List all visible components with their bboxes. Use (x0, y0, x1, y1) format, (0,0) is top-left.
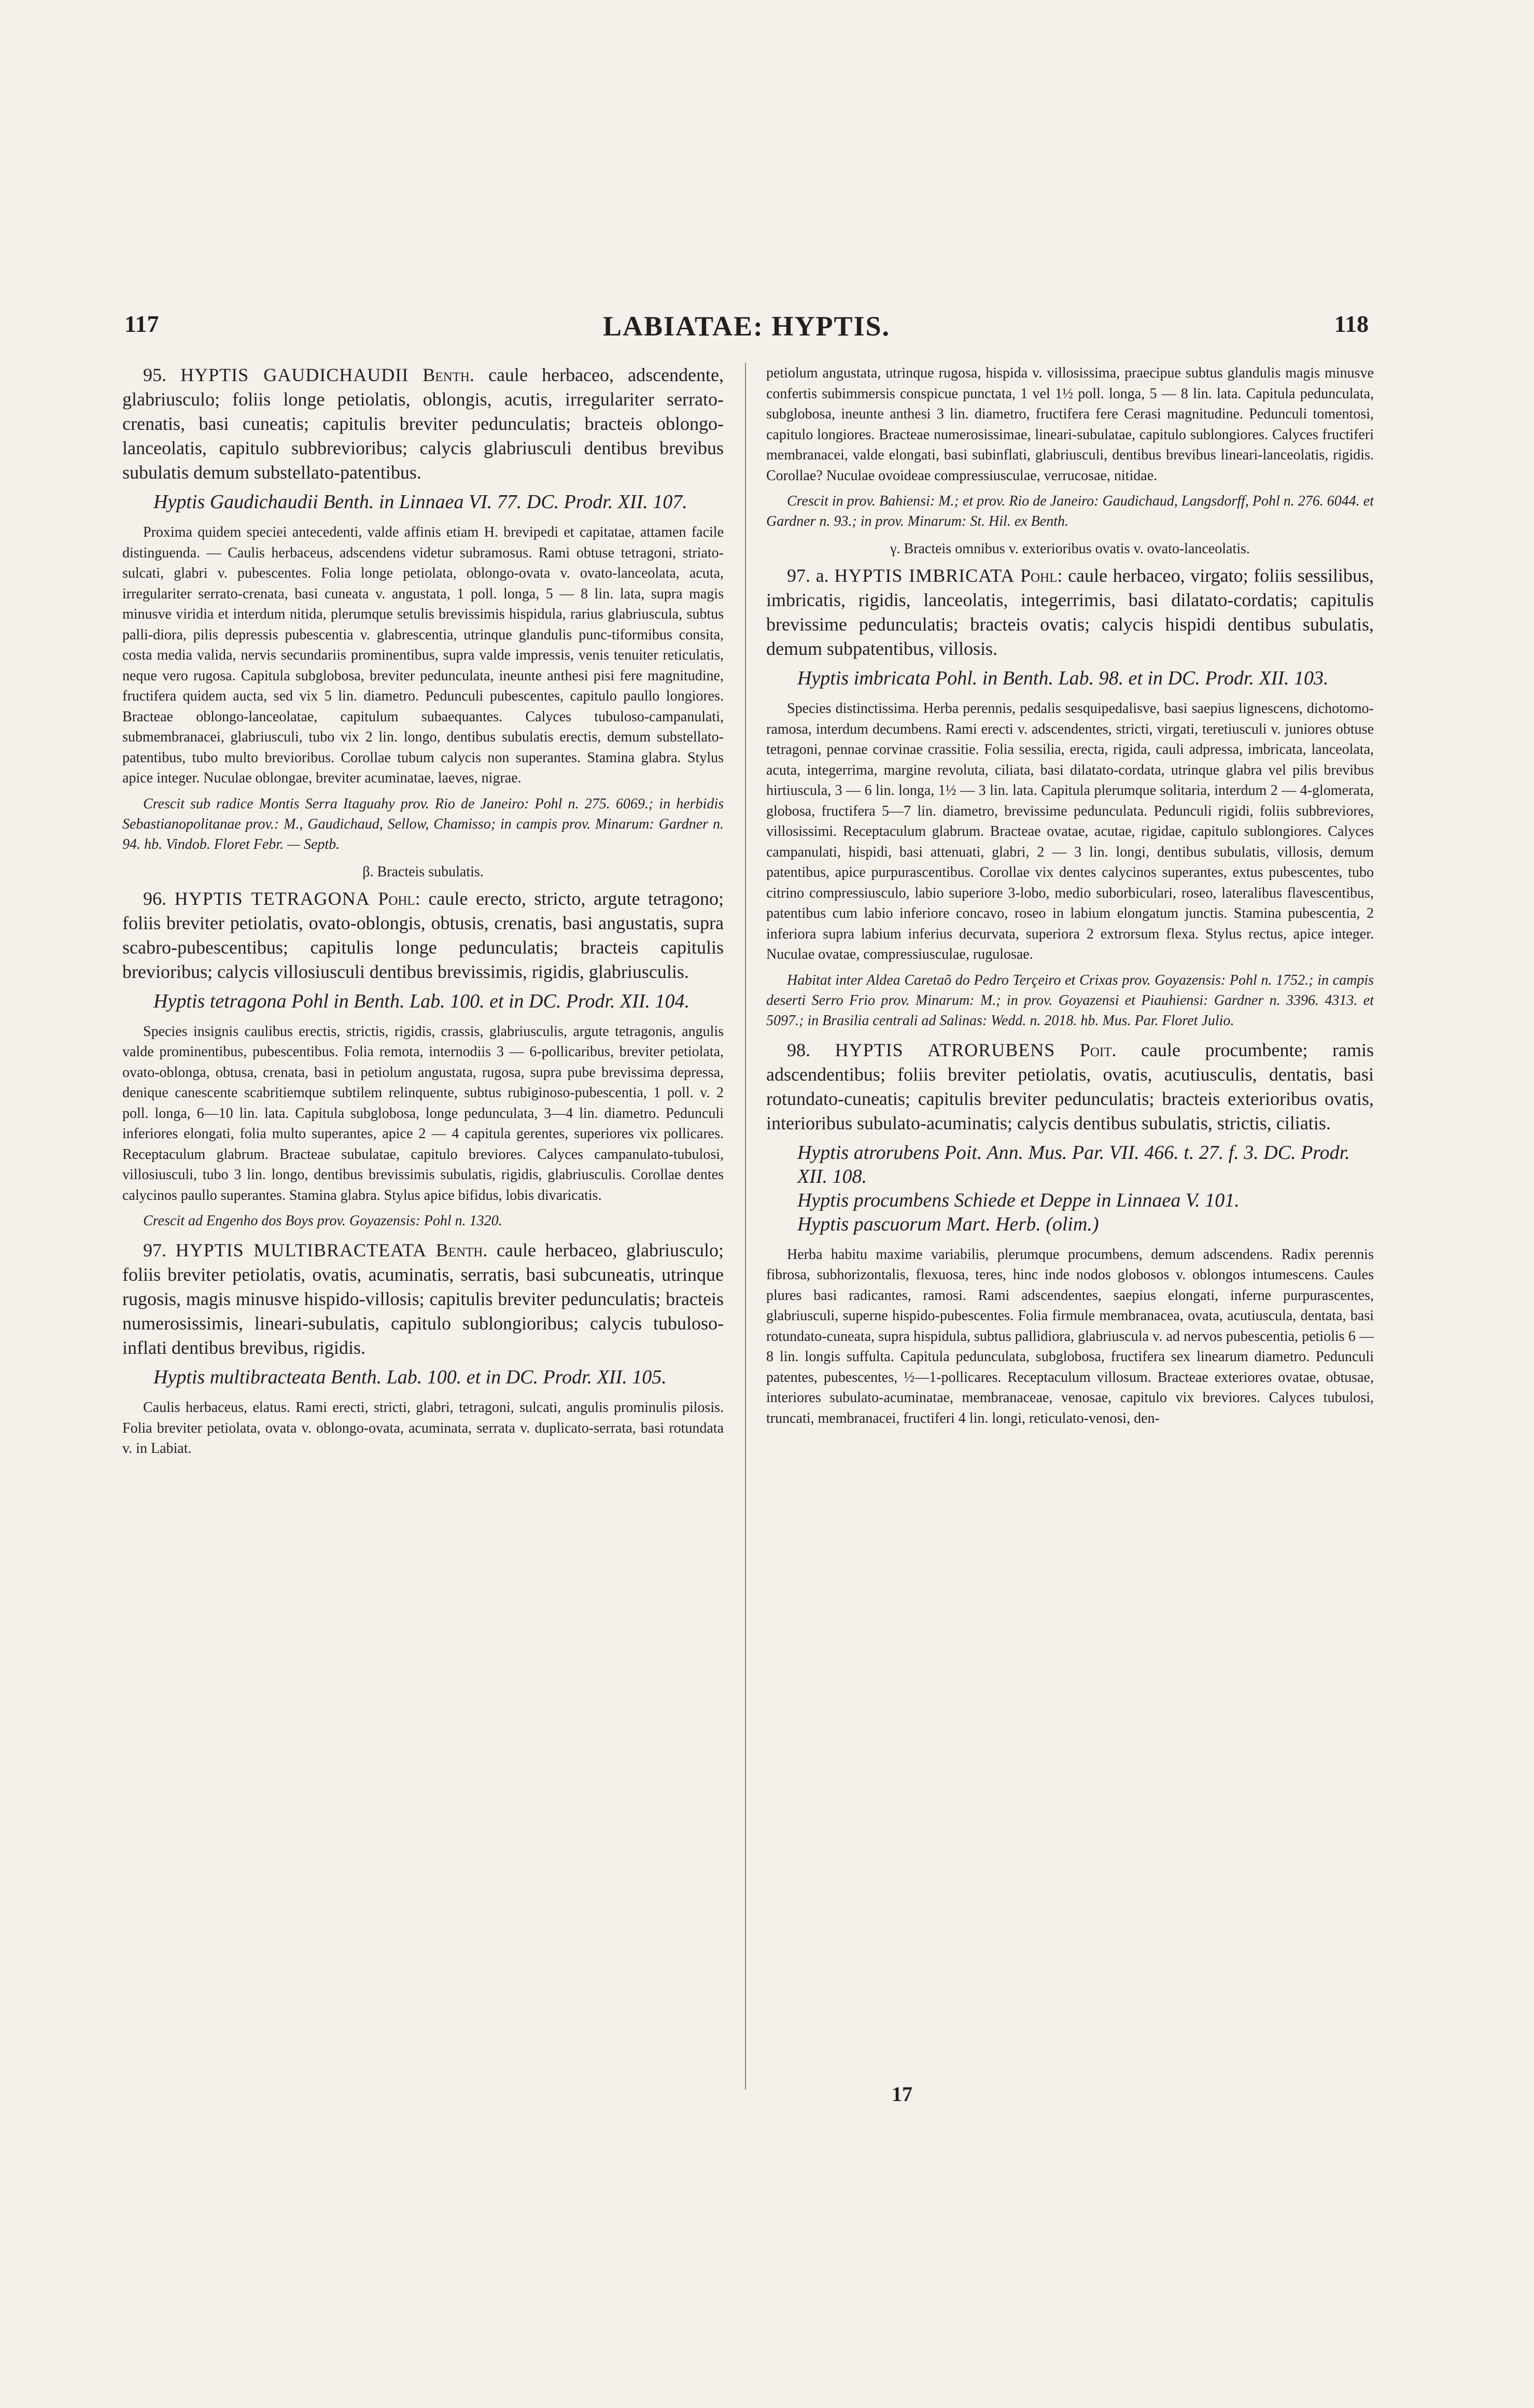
page-number-right: 118 (1334, 311, 1369, 337)
species-distribution: Crescit in prov. Bahiensi: M.; et prov. Rio de Janeiro: Gaudichaud, Langsdorff, Pohl n. 276. 6044. et Gardner n. 93.; in prov. Minarum: St. Hil. ex Benth. (766, 493, 1374, 529)
species-diagnosis: caule herbaceo, virgato; foliis sessilibus, imbricatis, rigidis, lanceolatis, integerrimis, basi dilatato-cordatis; capitulis brevissime pedunculatis; bracteis ovatis; calycis hispidi dentibus subulatis, demum subpatentibus, villosis. (766, 565, 1374, 659)
species-heading-96 (122, 887, 724, 984)
species-diagnosis: caule herbaceo, glabriusculo; foliis breviter petiolatis, ovatis, acuminatis, serratis, basi subcuneatis, utrinque rugosis, magis minusve hispido-villosis; capitulis breviter pedunculatis; bracteis numerosissimis, lineari-subulatis, capitulo sublongioribus; calycis tubuloso-inflati dentibus brevibus, rigidis. (122, 1240, 724, 1358)
synonym: Hyptis Gaudichaudii Benth. in Linnaea VI. 77. DC. Prodr. XII. 107. (153, 491, 687, 513)
variety-note: γ. Bracteis omnibus v. exterioribus ovatis v. ovato-lanceolatis. (890, 541, 1250, 557)
species-name: HYPTIS ATRORUBENS (835, 1039, 1055, 1060)
page-number-left: 117 (124, 311, 159, 337)
species-description-continued: petiolum angustata, utrinque rugosa, hispida v. villosissima, praecipue subtus glandulis magis minusve confertis subimmersis conspicue punctata, 1 vel 1½ poll. longa, 5 — 8 lin. lata. Capitula pedunculata, subglobosa, ineunte anthesi 3 lin. diametro, fructifera fere Cerasi magnitudine. Pedunculi tomentosi, capitulo longiores. Bracteae numerosissimae, lineari-subulatae, capitulo sublongiores. Calyces fructiferi membranacei, valde elongati, basi subinflati, glabriusculi, dentibus brevibus lineari-lanceolatis, rigidis. Corollae? Nuculae ovoideae compressiusculae, verrucosae, nitidae. (766, 365, 1374, 484)
running-header (124, 310, 1369, 341)
synonym: Hyptis atrorubens Poit. Ann. Mus. Par. VII. 466. t. 27. f. 3. DC. Prodr. XII. 108. (797, 1141, 1350, 1187)
species-heading-95 (122, 363, 724, 485)
species-distribution: Crescit ad Engenho dos Boys prov. Goyazensis: Pohl n. 1320. (143, 1213, 502, 1229)
species-author: Benth. (435, 1240, 488, 1261)
species-author: Pohl: (1020, 565, 1063, 586)
synonym: Hyptis tetragona Pohl in Benth. Lab. 100. et in DC. Prodr. XII. 104. (153, 990, 690, 1012)
synonym: Hyptis pascuorum Mart. Herb. (olim.) (797, 1213, 1099, 1235)
species-name: HYPTIS TETRAGONA (174, 888, 370, 909)
synonym: Hyptis multibracteata Benth. Lab. 100. et in DC. Prodr. XII. 105. (153, 1366, 667, 1388)
species-number: 97. (143, 1240, 166, 1261)
variety-note: β. Bracteis subulatis. (362, 863, 484, 880)
species-heading-97a (766, 564, 1374, 661)
species-number: 97. a. (787, 565, 829, 586)
species-distribution: Habitat inter Aldea Caretaõ do Pedro Terçeiro et Crixas prov. Goyazensis: Pohl n. 1752.; in campis deserti Serro Frio prov. Minarum: M.; in prov. Goyazensi et Piauhiensi: Gardner n. 3396. 4313. et 5097.; in Brasilia centrali ad Salinas: Wedd. n. 2018. hb. Mus. Par. Floret Julio. (766, 972, 1374, 1029)
species-diagnosis: caule erecto, stricto, argute tetragono; foliis breviter petiolatis, ovato-oblongis, obtusis, crenatis, basi angustatis, supra scabro-pubescentibus; capitulis longe pedunculatis; bracteis capitulis brevioribus; calycis villosiusculi dentibus brevissimis, rigidis, glabriusculis. (122, 888, 724, 982)
running-title: LABIATAE: HYPTIS. (602, 311, 891, 342)
species-distribution: Crescit sub radice Montis Serra Itaguahy prov. Rio de Janeiro: Pohl n. 275. 6069.; in herbidis Sebastianopolitanae prov.: M., Gaudichaud, Sellow, Chamisso; in campis prov. Minarum: Gardner n. 94. hb. Vindob. Floret Febr. — Septb. (122, 795, 724, 852)
species-number: 98. (787, 1039, 810, 1060)
species-author: Benth. (423, 365, 474, 385)
species-description: Proxima quidem speciei antecedenti, valde affinis etiam H. brevipedi et capitatae, attamen facile distinguenda. — Caulis herbaceus, adscendens videtur subramosus. Rami obtuse tetragoni, striato-sulcati, glabri v. pubescentes. Folia longe petiolata, oblongo-ovata v. ovato-lanceolata, acuta, irregulariter serrato-crenata, basi cuneata v. angustata, 1 poll. longa, 5 — 8 lin. lata, supra magis minusve viridia et interdum nitida, plerumque setulis brevissimis hispidula, rarius glabriuscula, subtus palli-diora, pilis depressis pubescentia v. glabrescentia, utrinque glandulis punc-tiformibus consita, costa media valida, nervis secundariis prominentibus, supra valde impressis, venis tenuiter reticulatis, neque vero rugosa. Capitula subglobosa, breviter pedunculata, ineunte anthesi pisi fere magnitudine, fructifera quidem aucta, sed vix 5 lin. diametro. Pedunculi pubescentes, capitulo paullo longiores. Bracteae oblongo-lanceolatae, capitulum subaequantes. Calyces tubuloso-campanulati, submembranacei, glabriusculi, tubo vix 2 lin. longo, dentibus subulatis erectis, demum substellato-patentibus, tubo multo brevioribus. Corollae tubum calycis non superantes. Stamina glabra. Stylus apice integer. Nuculae oblongae, breviter acuminatae, laeves, nigrae. (122, 524, 724, 786)
right-column (766, 363, 1374, 1429)
synonym: Hyptis procumbens Schiede et Deppe in Linnaea V. 101. (797, 1189, 1240, 1211)
species-diagnosis: caule procumbente; ramis adscendentibus; foliis breviter petiolatis, ovatis, acutiusculis, dentatis, basi rotundato-cuneatis; capitulis breviter pedunculatis; bracteis exterioribus ovatis, interioribus subulato-acuminatis; calycis dentibus subulatis, strictis, ciliatis. (766, 1039, 1374, 1133)
species-description: Caulis herbaceus, elatus. Rami erecti, stricti, glabri, tetragoni, sulcati, angulis prominulis pilosis. Folia breviter petiolata, ovata v. oblongo-ovata, acuminata, serrata v. duplicato-serrata, basi rotundata v. in Labiat. (122, 1399, 724, 1457)
species-name: HYPTIS MULTIBRACTEATA (175, 1240, 427, 1261)
species-author: Poit. (1079, 1039, 1117, 1060)
species-description: Species distinctissima. Herba perennis, pedalis sesquipedalisve, basi saepius lignescens, dichotomo-ramosa, interdum decumbens. Rami erecti v. adscendentes, stricti, virgati, teretiusculi v. juniores obtuse tetragoni, pennae corvinae crassitie. Folia sessilia, erecta, rigida, cauli adpressa, imbricata, lanceolata, acuta, integerrima, margine revoluta, ciliata, basi dilatato-cordata, utrinque glabra vel pilis brevibus hirtiuscula, 3 — 6 lin. longa, 1½ — 3 lin. lata. Capitula plerumque solitaria, interdum 2 — 4-glomerata, globosa, fructifera 5—7 lin. diametro, brevissime pedunculata. Pedunculi rigidi, foliis subbreviores, villosissimi. Receptaculum glabrum. Bracteae ovatae, acutae, rigidae, capitulo sublongiores. Calyces campanulati, hispidi, basi attenuati, glabri, 2 — 3 lin. longi, dentibus subulatis, villosis, demum patentibus, apice purpurascentibus. Corollae vix dentes calycinos superantes, extus pubescentes, tubo citrino compressiusculo, labio superiore 3-lobo, medio suborbiculari, roseo, lateralibus flavescentibus, patentibus cum labio inferiore concavo, roseo in labium elongatum junctis. Stamina pubescentia, 2 inferiora supra labium inferius decurvata, superiora 2 extrorsum flexa. Stylus rectus, apice integer. Nuculae ovatae, compressiusculae, rugulosae. (766, 701, 1374, 962)
species-description: Herba habitu maxime variabilis, plerumque procumbens, demum adscendens. Radix perennis fibrosa, subhorizontalis, flexuosa, teres, hinc inde nodos globosos v. oblongos intumescens. Caules plures basi radicantes, ramosi. Rami adscendentes, saepius elongati, inferne purpurascentes, glabriusculi, superne hispido-pubescentes. Folia firmule membranacea, ovata, acutiuscula, dentata, basi rotundato-cuneata, supra hispidula, subtus pallidiora, glabriuscula v. ad nervos pubescentia, petiolis 6 — 8 lin. longis suffulta. Capitula pedunculata, subglobosa, fructifera sex linearum diametro. Pedunculi patentes, pubescentes, ½—1-pollicares. Receptaculum villosum. Bracteae exteriores ovatae, obtusae, interiores subulato-acuminatae, membranaceae, venosae, capitulo vix breviores. Calyces tubulosi, truncati, membranacei, fructiferi 4 lin. longi, reticulato-venosi, den- (766, 1246, 1374, 1426)
synonym: Hyptis imbricata Pohl. in Benth. Lab. 98. et in DC. Prodr. XII. 103. (797, 667, 1329, 689)
species-number: 95. (143, 365, 166, 385)
folio-number: 17 (892, 2082, 912, 2106)
species-heading-98 (766, 1038, 1374, 1136)
species-name: HYPTIS GAUDICHAUDII (180, 365, 409, 385)
species-name: HYPTIS IMBRICATA (834, 565, 1015, 586)
species-author: Pohl: (378, 888, 420, 909)
column-divider (745, 363, 746, 2090)
species-description: Species insignis caulibus erectis, strictis, rigidis, crassis, glabriusculis, argute tetragonis, angulis valde prominentibus, pubescentibus. Folia remota, internodiis 3 — 6-pollicaribus, breviter petiolata, ovato-oblonga, obtusa, crenata, basi in petiolum angustata, rugosa, supra pube brevissima depressa, denique canescente scabritiemque subtilem relinquente, subtus rubiginoso-pubescentia, 1 poll. v. 2 poll. longa, 6—10 lin. lata. Capitula subglobosa, longe pedunculata, 3—4 lin. diametro. Pedunculi inferiores elongati, folia multo superantes, apice 2 — 4 capitula gerentes, superiores vix pollicares. Receptaculum glabrum. Bracteae subulatae, capitulo breviores. Calyces campanulato-tubulosi, villosiusculi, tubo 3 lin. longo, dentibus brevissimis subulatis, rigidis, glabriusculis. Corollae dentes calycinos paullo superantes. Stamina glabra. Stylus apice bifidus, lobis divaricatis. (122, 1023, 724, 1203)
species-number: 96. (143, 888, 166, 909)
species-heading-97 (122, 1238, 724, 1360)
left-column (122, 363, 724, 1459)
species-diagnosis: caule herbaceo, adscendente, glabriusculo; foliis longe petiolatis, oblongis, acutis, irregulariter serrato-crenatis, basi cuneatis; capitulis breviter pedunculatis; bracteis oblongo-lanceolatis, capitulo subbrevioribus; calycis glabriusculi dentibus brevibus subulatis demum substellato-patentibus. (122, 365, 724, 483)
